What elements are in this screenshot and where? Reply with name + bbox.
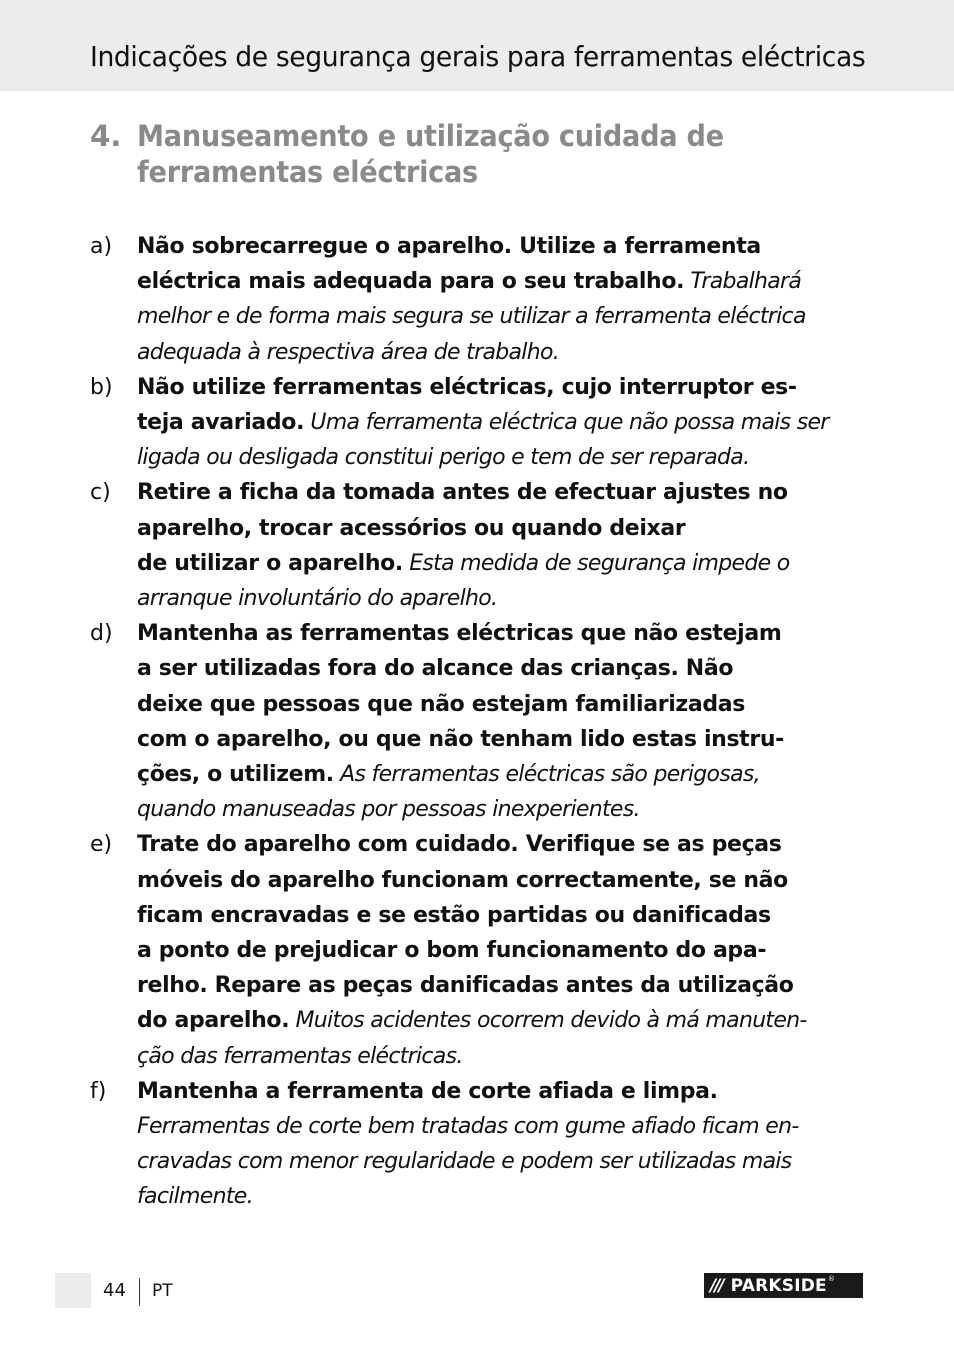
bold-instruction: eléctrica mais adequada para o seu trabalho. — [137, 269, 685, 295]
text-line — [137, 440, 865, 475]
italic-explanation: Trabalhará — [684, 269, 802, 295]
list-item — [0, 1074, 954, 1215]
italic-explanation: ligada ou desligada constitui perigo e tem de ser reparada. — [137, 445, 750, 471]
logo-wordmark: PARKSIDE — [730, 1275, 827, 1296]
text-line — [137, 863, 865, 898]
bold-instruction: ções, o utilizem. — [137, 762, 334, 788]
list-item-marker: a) — [90, 234, 113, 259]
list-item-text — [137, 616, 865, 827]
logo-slashes: /// — [710, 1275, 723, 1296]
list-item — [0, 475, 954, 616]
bold-instruction: a ponto de prejudicar o bom funcionamento do apa- — [137, 938, 767, 964]
text-line — [137, 1109, 865, 1144]
text-line — [137, 1003, 865, 1038]
italic-explanation: melhor e de forma mais segura se utilizar a ferramenta eléctrica — [137, 304, 806, 330]
text-line — [137, 405, 865, 440]
list-item-text — [137, 229, 865, 370]
text-line — [137, 1179, 865, 1214]
text-line — [137, 264, 865, 299]
italic-explanation: Uma ferramenta eléctrica que não possa mais ser — [304, 410, 829, 436]
list-item — [0, 616, 954, 827]
text-line — [137, 827, 865, 862]
list-item-marker: b) — [90, 374, 113, 400]
text-line — [137, 229, 865, 264]
italic-explanation: Ferramentas de corte bem tratadas com gume afiado ficam en- — [137, 1114, 799, 1140]
list-item-text — [137, 827, 865, 1073]
text-line — [137, 651, 865, 686]
section-title — [137, 118, 897, 190]
italic-explanation: cravadas com menor regularidade e podem ser utilizadas mais — [137, 1149, 792, 1175]
text-line — [137, 581, 865, 616]
text-line — [137, 1039, 865, 1074]
italic-explanation: Esta medida de segurança impede o — [402, 550, 790, 576]
text-line — [137, 1144, 865, 1179]
text-line — [137, 546, 865, 581]
footer-divider — [139, 1278, 140, 1306]
list-item-marker: e) — [90, 832, 113, 858]
text-line — [137, 335, 865, 370]
bold-instruction: Não utilize ferramentas eléctricas, cujo interruptor es- — [137, 374, 797, 400]
list-item-text — [137, 370, 865, 476]
list-item-marker: f) — [90, 1078, 107, 1104]
text-line — [137, 687, 865, 722]
bold-instruction: de utilizar o aparelho. — [137, 550, 403, 576]
italic-explanation: Muitos acidentes ocorrem devido à má manuten- — [289, 1008, 807, 1034]
parkside-logo — [704, 1273, 863, 1298]
bold-instruction: Mantenha a ferramenta de corte afiada e limpa. — [137, 1078, 718, 1104]
bold-instruction: Não sobrecarregue o aparelho. Utilize a ferramenta — [137, 234, 761, 259]
instruction-list — [0, 229, 954, 1215]
text-line — [137, 1074, 865, 1109]
bold-instruction: ficam encravadas e se estão partidas ou danificadas — [137, 902, 771, 928]
text-line — [137, 616, 865, 651]
list-item-text — [137, 475, 865, 616]
italic-explanation: As ferramentas eléctricas são perigosas, — [333, 762, 760, 788]
text-line — [137, 475, 865, 510]
italic-explanation: quando manuseadas por pessoas inexperientes. — [137, 797, 640, 823]
section-title-line: Manuseamento e utilização cuidada de — [137, 119, 724, 153]
text-line — [137, 933, 865, 968]
page-header-title: Indicações de segurança gerais para ferramentas eléctricas — [90, 41, 866, 73]
text-line — [137, 968, 865, 1003]
section-title-line: ferramentas eléctricas — [137, 155, 478, 189]
list-item — [0, 370, 954, 476]
bold-instruction: móveis do aparelho funcionam correctamente, se não — [137, 867, 788, 893]
text-line — [137, 299, 865, 334]
list-item — [0, 827, 954, 1073]
text-line — [137, 792, 865, 827]
italic-explanation: facilmente. — [137, 1184, 253, 1210]
text-line — [137, 898, 865, 933]
list-item — [0, 229, 954, 370]
language-code: PT — [152, 1281, 173, 1301]
bold-instruction: Retire a ficha da tomada antes de efectuar ajustes no — [137, 480, 788, 506]
bold-instruction: Mantenha as ferramentas eléctricas que não estejam — [137, 621, 782, 647]
italic-explanation: arranque involuntário do aparelho. — [137, 586, 498, 612]
list-item-text — [137, 1074, 865, 1215]
bold-instruction: a ser utilizadas fora do alcance das crianças. Não — [137, 656, 734, 682]
text-line — [137, 722, 865, 757]
bold-instruction: teja avariado. — [137, 410, 305, 436]
page-number: 44 — [103, 1280, 126, 1301]
bold-instruction: relho. Repare as peças danificadas antes da utilização — [137, 973, 794, 999]
italic-explanation: ção das ferramentas eléctricas. — [137, 1043, 463, 1069]
bold-instruction: do aparelho. — [137, 1008, 290, 1034]
italic-explanation: adequada à respectiva área de trabalho. — [137, 339, 559, 365]
section-number: 4. — [90, 119, 122, 153]
bold-instruction: com o aparelho, ou que não tenham lido estas instru- — [137, 726, 784, 752]
text-line — [137, 757, 865, 792]
logo-registered-mark: ® — [827, 1275, 835, 1283]
list-item-marker: d) — [90, 621, 113, 647]
footer-tab-box — [55, 1273, 91, 1308]
bold-instruction: aparelho, trocar acessórios ou quando deixar — [137, 515, 686, 541]
bold-instruction: deixe que pessoas que não estejam familiarizadas — [137, 691, 745, 717]
text-line — [137, 370, 865, 405]
bold-instruction: Trate do aparelho com cuidado. Verifique se as peças — [137, 832, 782, 858]
text-line — [137, 511, 865, 546]
list-item-marker: c) — [90, 480, 111, 506]
